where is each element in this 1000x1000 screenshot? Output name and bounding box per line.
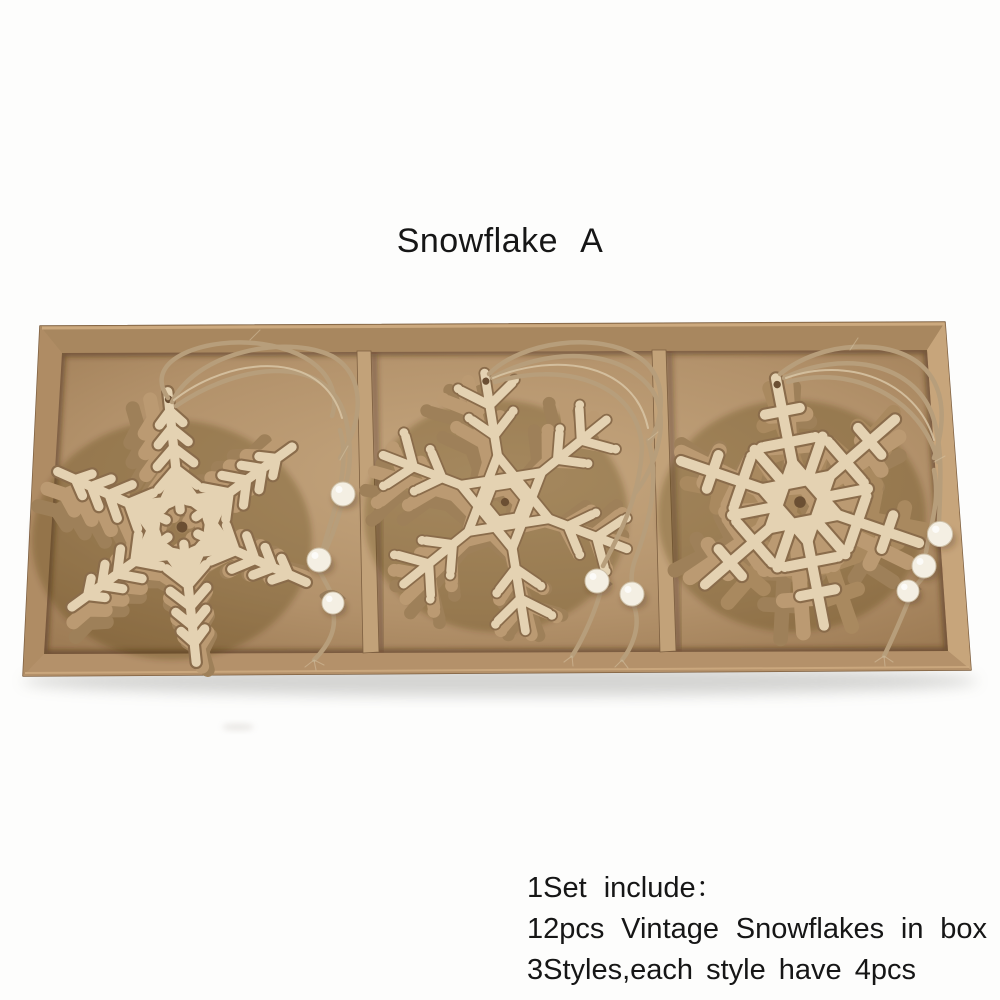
set-description-line2: 12pcs Vintage Snowflakes in box <box>527 913 987 945</box>
set-description <box>527 868 987 991</box>
set-description-line3: 3Styles,each style have 4pcs <box>527 954 916 986</box>
product-title: Snowflake A <box>396 222 604 260</box>
set-description-line1: 1Set include： <box>527 872 725 904</box>
